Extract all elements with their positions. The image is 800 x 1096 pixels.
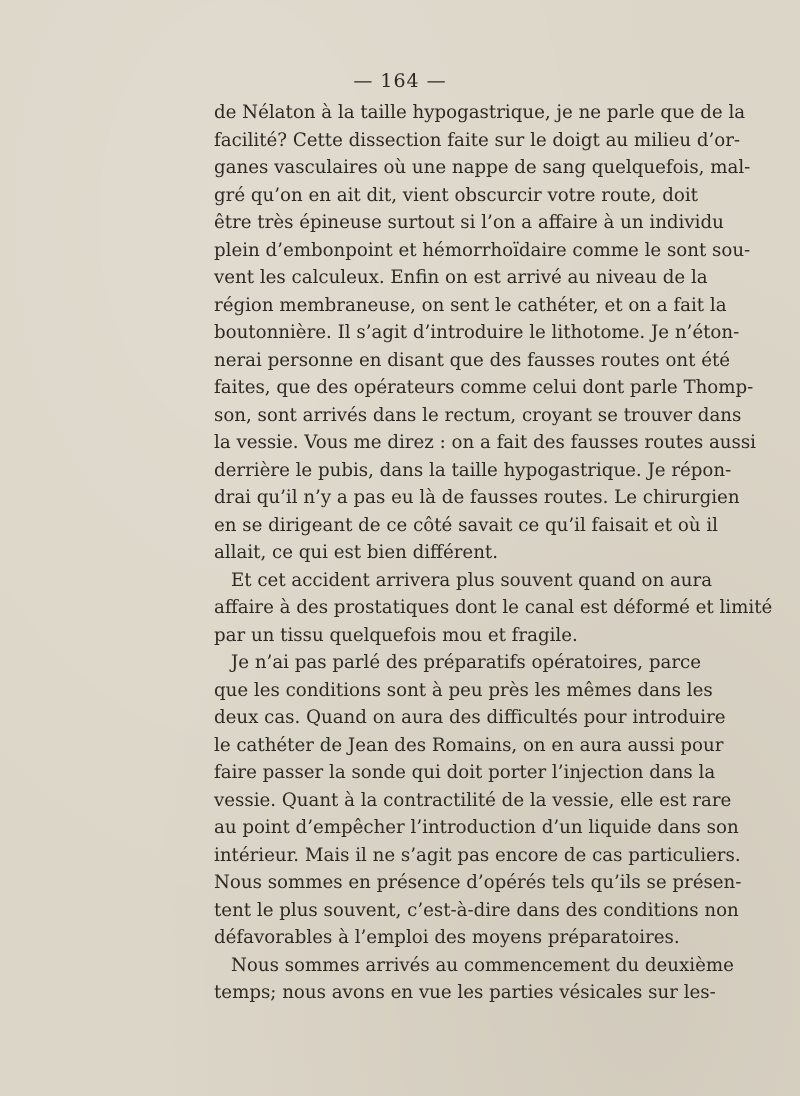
text-line: facilité? Cette dissection faite sur le doigt au milieu d’or- [214,129,741,151]
text-line: deux cas. Quand on aura des difficultés pour introduire [214,707,726,728]
text-line: vessie. Quant à la contractilité de la vessie, elle est rare [214,789,732,811]
text-line: faire passer la sonde qui doit porter l’injection dans la [214,762,716,783]
text-line: le cathéter de Jean des Romains, on en aura aussi pour [214,734,724,756]
text-line: en se dirigeant de ce côté savait ce qu’il faisait et où il [214,514,718,536]
text-line: gré qu’on en ait dit, vient obscurcir votre route, doit [214,184,698,206]
text-line: la vessie. Vous me direz : on a fait des fausses routes aussi [214,432,757,453]
text-line: Nous sommes arrivés au commencement du deuxième [231,954,734,976]
text-line: vent les calculeux. Enfin on est arrivé au niveau de la [214,267,708,288]
text-line: tent le plus souvent, c’est-à-dire dans des conditions non [214,899,739,921]
text-line: défavorables à l’emploi des moyens préparatoires. [214,927,680,948]
text-line: affaire à des prostatiques dont le canal est déformé et limité [214,597,773,618]
text-line: au point d’empêcher l’introduction d’un liquide dans son [214,817,739,838]
text-line: Je n’ai pas parlé des préparatifs opératoires, parce [231,652,701,673]
text-line: boutonnière. Il s’agit d’introduire le lithotome. Je n’éton- [214,322,740,343]
text-line: par un tissu quelquefois mou et fragile. [214,624,578,646]
text-line: temps; nous avons en vue les parties vésicales sur les- [214,982,716,1003]
text-line: son, sont arrivés dans le rectum, croyant se trouver dans [214,404,742,426]
text-line: que les conditions sont à peu près les mêmes dans les [214,679,713,701]
text-line: nerai personne en disant que des fausses routes ont été [214,349,731,371]
text-line: Nous sommes en présence d’opérés tels qu’ils se présen- [214,872,742,893]
page-number: — 164 — [353,70,447,92]
text-line: intérieur. Mais il ne s’agit pas encore de cas particuliers. [214,844,741,866]
text-line: drai qu’il n’y a pas eu là de fausses routes. Le chirurgien [214,487,740,508]
text-line: allait, ce qui est bien différent. [214,542,499,563]
body-text [214,99,773,1007]
text-line: être très épineuse surtout si l’on a affaire à un individu [214,212,724,233]
text-line: de Nélaton à la taille hypogastrique, je ne parle que de la [214,102,746,123]
text-line: derrière le pubis, dans la taille hypogastrique. Je répon- [214,459,732,481]
text-line: Et cet accident arrivera plus souvent quand on aura [231,569,713,591]
text-line: région membraneuse, on sent le cathéter, et on a fait la [214,294,727,316]
text-line: faites, que des opérateurs comme celui dont parle Thomp- [214,377,754,398]
text-line: ganes vasculaires où une nappe de sang quelquefois, mal- [214,157,751,178]
text-line: plein d’embonpoint et hémorrhoïdaire comme le sont sou- [214,239,751,261]
